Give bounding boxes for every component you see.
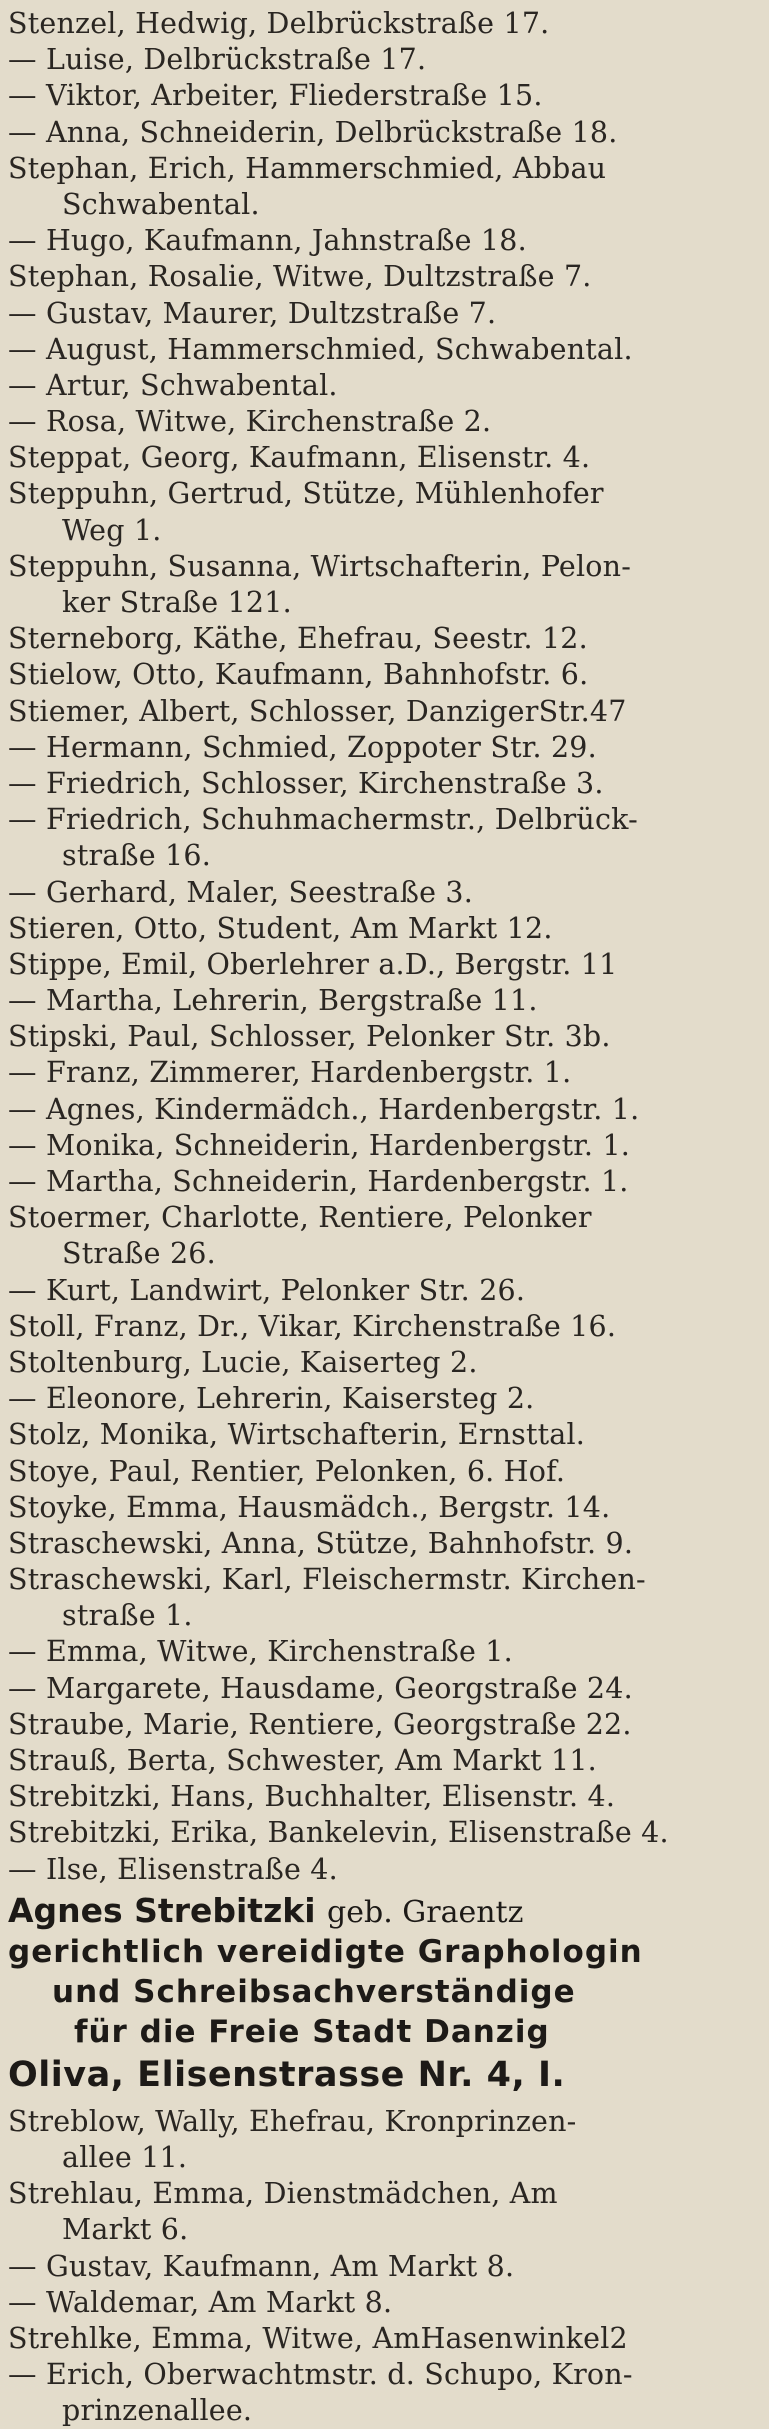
entry-line: — Luise, Delbrückstraße 17. — [8, 43, 427, 77]
entry-line: — Friedrich, Schlosser, Kirchenstraße 3. — [8, 766, 604, 800]
ad-profession-line: gerichtlich vereidigte Graphologin — [8, 1933, 643, 1970]
entry-line: Stoltenburg, Lucie, Kaiserteg 2. — [8, 1345, 478, 1379]
entry-line: — Martha, Schneiderin, Hardenbergstr. 1. — [8, 1165, 629, 1198]
entry-line: Stoll, Franz, Dr., Vikar, Kirchenstraße 16. — [8, 1309, 617, 1343]
entry-line: Stipski, Paul, Schlosser, Pelonker Str. 3b. — [8, 1020, 611, 1054]
ad-birth-name: geb. Graentz — [327, 1894, 524, 1930]
entry-continuation: allee 11. — [62, 2140, 188, 2174]
entry-line: — Ilse, Elisenstraße 4. — [8, 1852, 338, 1886]
directory-column — [8, 6, 760, 2429]
entry-line: Strehlke, Emma, Witwe, AmHasenwinkel2 — [8, 2321, 628, 2355]
entry-line: — Kurt, Landwirt, Pelonker Str. 26. — [8, 1273, 526, 1307]
entry-line: — Martha, Lehrerin, Bergstraße 11. — [8, 984, 538, 1018]
entry-line: Straube, Marie, Rentiere, Georgstraße 22. — [8, 1707, 632, 1741]
entry-line: Stielow, Otto, Kaufmann, Bahnhofstr. 6. — [8, 658, 589, 692]
entry-line: Stenzel, Hedwig, Delbrückstraße 17. — [8, 7, 550, 40]
entry-line: Steppat, Georg, Kaufmann, Elisenstr. 4. — [8, 441, 591, 475]
entry-line: Steppuhn, Susanna, Wirtschafterin, Pelon- — [8, 549, 632, 583]
entry-line: Stoye, Paul, Rentier, Pelonken, 6. Hof. — [8, 1454, 566, 1488]
entry-line: — Gustav, Maurer, Dultzstraße 7. — [8, 296, 497, 330]
entry-continuation: Markt 6. — [62, 2213, 189, 2247]
entry-line: — Gerhard, Maler, Seestraße 3. — [8, 875, 474, 909]
entry-line: Streblow, Wally, Ehefrau, Kronprinzen- — [8, 2104, 577, 2138]
ad-address-line: Oliva, Elisenstrasse Nr. 4, I. — [8, 2054, 566, 2095]
graphologist-advertisement — [8, 1888, 760, 2104]
entry-line: Strauß, Berta, Schwester, Am Markt 11. — [8, 1744, 597, 1777]
entry-line: Straschewski, Karl, Fleischermstr. Kirchen- — [8, 1563, 646, 1597]
entry-line: Steppuhn, Gertrud, Stütze, Mühlenhofer — [8, 477, 604, 511]
ad-specialty-line: und Schreibsachverständige — [52, 1973, 576, 2010]
entry-line: Stippe, Emil, Oberlehrer a.D., Bergstr. 11 — [8, 947, 618, 981]
entry-line: — Rosa, Witwe, Kirchenstraße 2. — [8, 405, 492, 439]
entry-line: — Gustav, Kaufmann, Am Markt 8. — [8, 2249, 515, 2283]
ad-name: Agnes Strebitzki — [8, 1890, 316, 1930]
entry-line: Stiemer, Albert, Schlosser, DanzigerStr.47 — [8, 694, 627, 728]
entry-line: — Monika, Schneiderin, Hardenbergstr. 1. — [8, 1128, 631, 1162]
entry-continuation: straße 16. — [62, 839, 211, 873]
entry-line: Strebitzki, Hans, Buchhalter, Elisenstr. 4. — [8, 1780, 616, 1814]
entry-line: — Hugo, Kaufmann, Jahnstraße 18. — [8, 224, 527, 258]
entry-line: — Margarete, Hausdame, Georgstraße 24. — [8, 1671, 633, 1705]
ad-name-line — [8, 1890, 760, 1932]
entry-continuation: prinzenallee. — [62, 2394, 253, 2428]
entry-line: — Agnes, Kindermädch., Hardenbergstr. 1. — [8, 1092, 640, 1126]
entry-line: Stoyke, Emma, Hausmädch., Bergstr. 14. — [8, 1490, 611, 1524]
entry-continuation: straße 1. — [62, 1599, 193, 1633]
entry-continuation: ker Straße 121. — [62, 586, 292, 619]
entry-line: — Emma, Witwe, Kirchenstraße 1. — [8, 1635, 513, 1669]
entry-line: — Eleonore, Lehrerin, Kaisersteg 2. — [8, 1382, 535, 1416]
ad-jurisdiction-line: für die Freie Stadt Danzig — [74, 2013, 550, 2050]
entry-line: Stieren, Otto, Student, Am Markt 12. — [8, 911, 553, 945]
entry-line: Stephan, Rosalie, Witwe, Dultzstraße 7. — [8, 260, 592, 294]
entry-line: Strehlau, Emma, Dienstmädchen, Am — [8, 2177, 558, 2211]
entry-continuation: Straße 26. — [62, 1237, 216, 1271]
entry-line: — Waldemar, Am Markt 8. — [8, 2285, 393, 2319]
entry-line: Sterneborg, Käthe, Ehefrau, Seestr. 12. — [8, 622, 588, 656]
entry-line: Stephan, Erich, Hammerschmied, Abbau — [8, 151, 607, 185]
entry-line: Straschewski, Anna, Stütze, Bahnhofstr. 9. — [8, 1526, 634, 1560]
entry-line: — Anna, Schneiderin, Delbrückstraße 18. — [8, 115, 618, 149]
entry-line: — Friedrich, Schuhmachermstr., Delbrück- — [8, 803, 638, 837]
entry-line: — August, Hammerschmied, Schwabental. — [8, 332, 633, 366]
entry-line: — Erich, Oberwachtmstr. d. Schupo, Kron- — [8, 2358, 633, 2392]
entry-line: Stoermer, Charlotte, Rentiere, Pelonker — [8, 1201, 592, 1235]
entry-line: — Viktor, Arbeiter, Fliederstraße 15. — [8, 79, 543, 113]
entry-line: — Hermann, Schmied, Zoppoter Str. 29. — [8, 730, 597, 764]
entry-line: Stolz, Monika, Wirtschafterin, Ernsttal. — [8, 1418, 586, 1452]
entry-line: Strebitzki, Erika, Bankelevin, Elisenstraße 4. — [8, 1816, 669, 1850]
entry-continuation: Schwabental. — [62, 187, 260, 221]
entry-line: — Artur, Schwabental. — [8, 368, 338, 402]
entry-line: — Franz, Zimmerer, Hardenbergstr. 1. — [8, 1056, 572, 1090]
entry-continuation: Weg 1. — [62, 513, 162, 547]
